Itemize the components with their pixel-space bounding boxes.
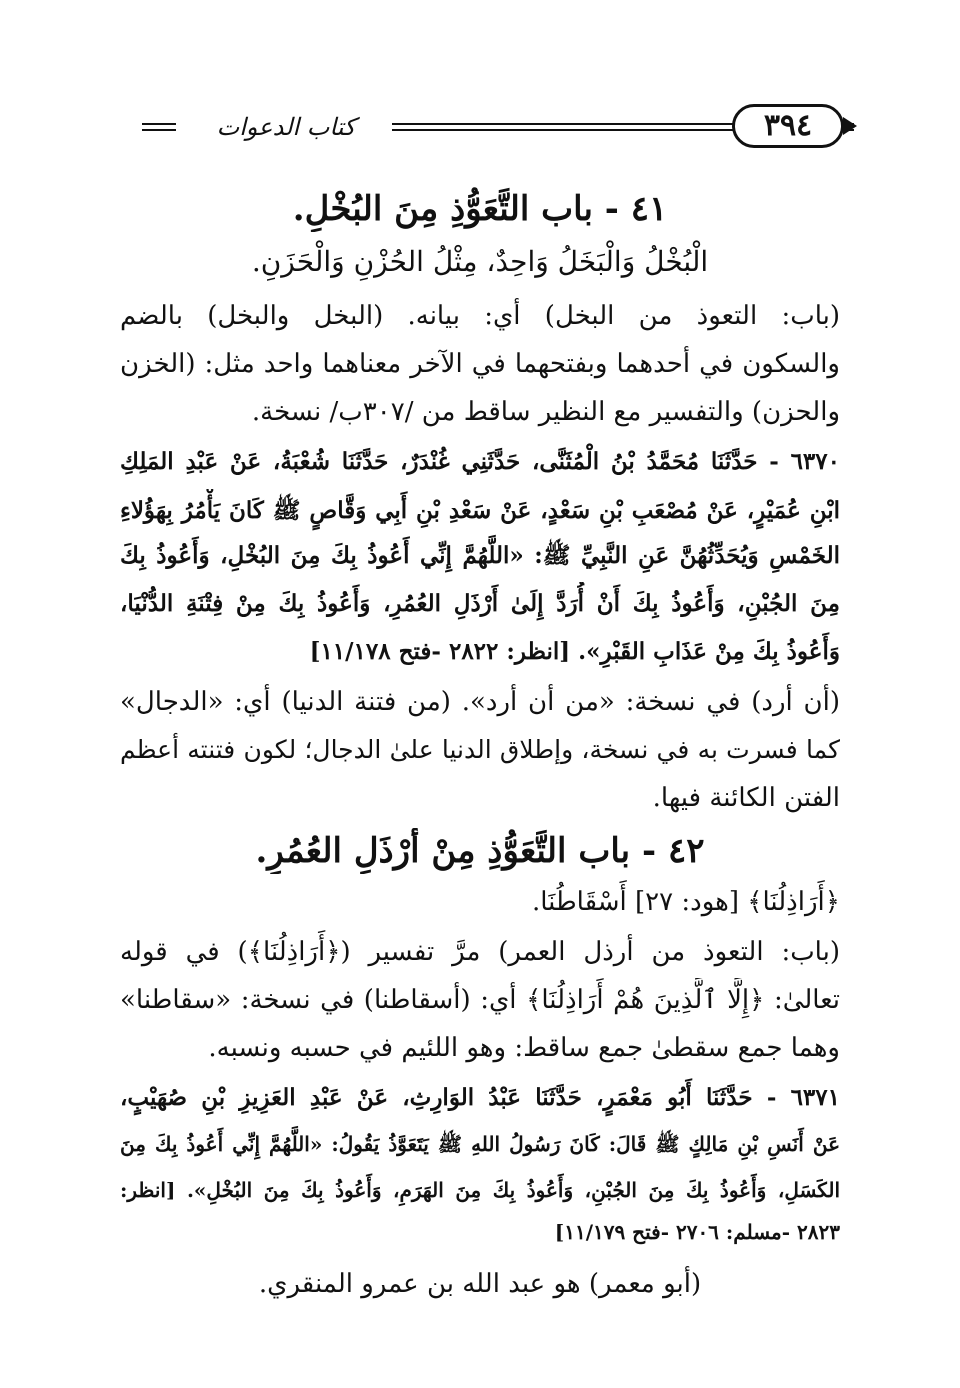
hadith-line: الخَمْسِ وَيُحَدِّثُهُنَّ عَنِ النَّبِيِّ ﷺ: «اللَّهُمَّ إِنِّي أَعُوذُ بِكَ مِنَ البُخْلِ، وَأَعُوذُ بِكَ (120, 542, 840, 569)
hadith-line: ابْنِ عُمَيْرٍ، عَنْ مُصْعَبِ بْنِ سَعْدٍ، عَنْ سَعْدِ بْنِ أَبِي وَقَّاصٍ ﷺ كَانَ يَأْمُرُ بِهَؤُلاءِ (120, 497, 840, 524)
page-number: ٣٩٤ (732, 104, 844, 148)
page-header (142, 102, 854, 152)
section-heading: ٤١ - باب التَّعَوُّذِ مِنَ البُخْلِ. (292, 189, 668, 229)
hadith-line: ٦٣٧١ - حَدَّثَنَا أَبُو مَعْمَرٍ، حَدَّثَنَا عَبْدُ الوَارِثِ، عَنْ عَبْدِ العَزِيزِ بْنِ صُهَيْبٍ، (120, 1084, 840, 1111)
hadith-line: عَنْ أَنَسِ بْنِ مَالِكٍ ﷺ قَالَ: كَانَ رَسُولُ اللهِ ﷺ يَتَعَوَّذُ يَقُولُ: «اللَّهُمَّ إِنِّي أَعُوذُ بِكَ مِنَ (120, 1132, 840, 1156)
commentary-line: والحزن) والتفسير مع النظير ساقط من /٣٠٧ب/ نسخة. (251, 397, 840, 427)
commentary-line: (باب: التعوذ من البخل) أي: بيانه. (البخل والبخل) بالضم (120, 301, 840, 331)
commentary-line: (أن أرد) في نسخة: «من أن أرد». (من فتنة الدنيا) أي: «الدجال» (120, 687, 840, 717)
commentary-line: (باب: التعوذ من أرذل العمر) مرَّ تفسير (﴿أَرَاذِلُنَا﴾) في قوله (120, 937, 840, 967)
hadith-reference: ٢٨٢٣ -مسلم: ٢٧٠٦ -فتح ١١/١٧٩] (554, 1220, 840, 1244)
header-rule-left (142, 123, 176, 131)
hadith-line: ٦٣٧٠ - حَدَّثَنَا مُحَمَّدُ بْنُ الْمُثَنَّى، حَدَّثَنِي غُنْدَرٌ، حَدَّثَنَا شُعْبَةُ، عَنْ عَبْدِ المَلِكِ (120, 448, 840, 475)
section-lemma: الْبُخْلُ وَالْبَخَلُ وَاحِدٌ، مِثْلُ الحُزْنِ وَالْحَزَنِ. (251, 245, 709, 278)
running-title: كتاب الدعوات (216, 113, 356, 141)
hadith-line: الكَسَلِ، وَأَعُوذُ بِكَ مِنَ الجُبْنِ، وَأَعُوذُ بِكَ مِنَ الهَرَمِ، وَأَعُوذُ بِكَ مِنَ البُخْلِ». [انظر: (120, 1178, 840, 1202)
commentary-line: والسكون في أحدهما وبفتحهما في الآخر معناهما واحد مثل: (الخزن (120, 349, 840, 379)
commentary-line: الفتن الكائنة فيها. (652, 783, 840, 813)
commentary-line: (أبو معمر) هو عبد الله بن عمرو المنقري. (258, 1269, 702, 1299)
hadith-line: وَأَعُوذُ بِكَ مِنْ عَذَابِ القَبْرِ». [انظر: ٢٨٢٢ -فتح ١١/١٧٨] (309, 638, 840, 665)
section-lemma: ﴿أَرَاذِلُنَا﴾ [هود: ٢٧] أَسْقَاطُنَا. (531, 887, 840, 917)
section-heading: ٤٢ - باب التَّعَوُّذِ مِنْ أَرْذَلِ العُمُرِ. (255, 831, 705, 871)
commentary-line: تعالىٰ: ﴿إِلَّا ٱلَّذِينَ هُمْ أَرَاذِلُنَا﴾ أي: (أسقاطنا) في نسخة: «سقاطنا» (120, 985, 840, 1015)
commentary-line: كما فسرت به في نسخة، وإطلاق الدنيا علىٰ الدجال؛ لكون فتنته أعظم (120, 735, 840, 764)
hadith-line: مِنَ الجُبْنِ، وَأَعُوذُ بِكَ أَنْ أُرَدَّ إِلَىٰ أَرْذَلِ العُمُرِ، وَأَعُوذُ بِكَ مِنْ فِتْنَةِ الدُّنْيَا، (120, 590, 840, 617)
commentary-line: وهما جمع سقطىٰ جمع ساقط: وهو اللئيم في حسبه ونسبه. (208, 1033, 840, 1063)
